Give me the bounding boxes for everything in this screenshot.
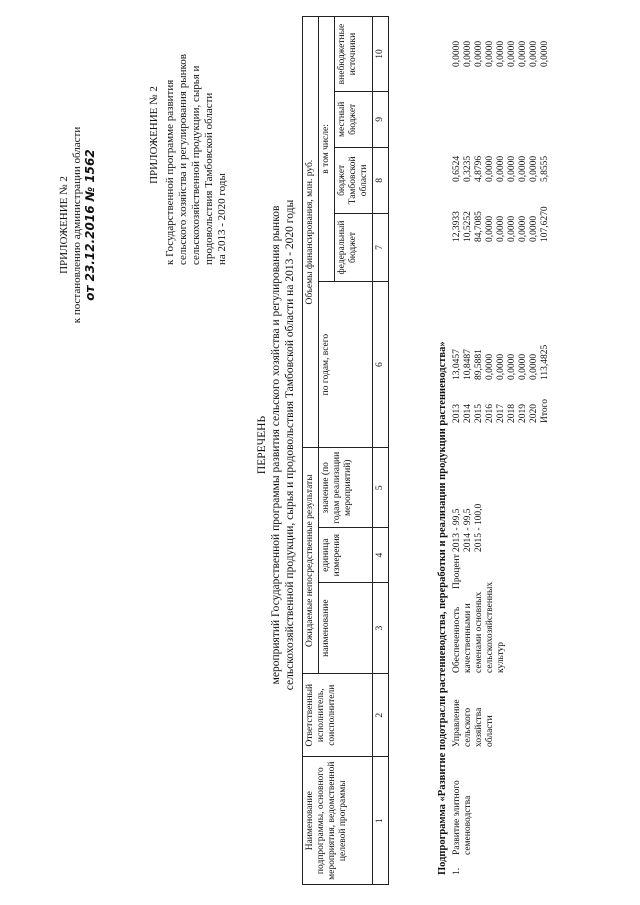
- measures-table: [302, 16, 389, 885]
- column-number: 6: [373, 281, 389, 447]
- row-regional: [452, 187, 551, 242]
- offbudget-cell: 0,0000: [474, 40, 484, 67]
- header-col2: Ответственный исполнитель, соисполнители: [303, 674, 373, 757]
- row-total: [452, 328, 551, 380]
- local-cell: 0,0000: [485, 155, 495, 182]
- header-incl: в том числе:: [319, 17, 335, 282]
- appendix-program-line: на 2013 - 2020 годы: [216, 173, 228, 265]
- row-local: [452, 127, 551, 182]
- column-number: 10: [373, 17, 389, 92]
- offbudget-cell: 0,0000: [529, 40, 539, 67]
- column-number: 4: [373, 528, 389, 583]
- header-finance-group: Объемы финансирования, млн. руб.: [303, 17, 319, 448]
- total-cell: 0,0000: [485, 353, 495, 380]
- document-title-line: мероприятий Государственной программы развития сельского хозяйства и регулирования рынков: [270, 205, 282, 685]
- regional-cell: 0,0000: [507, 215, 517, 242]
- column-number: 1: [373, 757, 389, 885]
- column-number: 2: [373, 674, 389, 757]
- year-cell: 2014: [463, 404, 473, 423]
- row-value: 2013 - 99,5: [452, 508, 462, 552]
- offbudget-cell: 0,0000: [463, 40, 473, 67]
- appendix-decree-block: [58, 35, 97, 415]
- total-cell: 0,0000: [496, 353, 506, 380]
- row-name: Развитие элитного семеноводства: [452, 780, 473, 855]
- row-values: [452, 480, 485, 552]
- local-cell: 0,0000: [507, 155, 517, 182]
- total-cell: 0,0000: [507, 353, 517, 380]
- column-number: 8: [373, 147, 389, 214]
- appendix-program-title: ПРИЛОЖЕНИЕ № 2: [148, 86, 160, 184]
- appendix-decree-line: к постановлению администрации области: [71, 126, 83, 324]
- row-executor: Управление сельского хозяйства области: [452, 699, 495, 747]
- appendix-program-block: [148, 5, 229, 265]
- local-cell: 0,3235: [463, 155, 473, 182]
- header-col9: местный бюджет: [335, 92, 373, 147]
- row-value: 2014 - 99,5: [463, 508, 473, 552]
- column-number: 7: [373, 214, 389, 282]
- year-cell: 2013: [452, 404, 462, 423]
- regional-cell: 107,6270: [540, 206, 550, 242]
- local-cell: 0,0000: [518, 155, 528, 182]
- appendix-program-line: к Государственной программе развития: [164, 79, 176, 265]
- year-cell: Итого: [540, 398, 550, 423]
- document-title: [255, 55, 297, 835]
- local-cell: 0,0000: [496, 155, 506, 182]
- local-cell: 4,8796: [474, 155, 484, 182]
- header-col6: по годам, всего: [319, 281, 373, 447]
- column-number: 9: [373, 92, 389, 147]
- regional-cell: 12,3933: [452, 211, 462, 242]
- row-result-name: Обеспеченность качественными и семенами основных сельскохозяйственных культур: [452, 581, 506, 673]
- regional-cell: 0,0000: [496, 215, 506, 242]
- header-col3: наименование: [319, 583, 373, 674]
- offbudget-cell: 0,0000: [518, 40, 528, 67]
- local-cell: 0,6524: [452, 155, 462, 182]
- column-number: 5: [373, 448, 389, 528]
- handwritten-date-number: от 23.12.2016 № 1562: [83, 149, 97, 301]
- regional-cell: 0,0000: [518, 215, 528, 242]
- year-cell: 2019: [518, 404, 528, 423]
- total-cell: 10,8487: [463, 349, 473, 380]
- offbudget-cell: 0,0000: [507, 40, 517, 67]
- regional-cell: 0,0000: [485, 215, 495, 242]
- appendix-decree-title: ПРИЛОЖЕНИЕ № 2: [58, 176, 70, 274]
- row-unit: Процент: [452, 554, 462, 589]
- local-cell: 0,0000: [529, 155, 539, 182]
- year-cell: 2015: [474, 404, 484, 423]
- offbudget-cell: 0,0000: [496, 40, 506, 67]
- year-cell: 2018: [507, 404, 517, 423]
- document-title-line: сельскохозяйственной продукции, сырья и продовольствия Тамбовской области на 2013 - 2020 годы: [284, 199, 296, 691]
- total-cell: 0,0000: [529, 353, 539, 380]
- appendix-program-line: сельскохозяйственной продукции, сырья и: [190, 65, 202, 265]
- subprogram-title: Подпрограмма «Развитие подотрасли растениеводства, переработки и реализации продукции растениеводства»: [437, 341, 448, 875]
- offbudget-cell: 0,0000: [540, 40, 550, 67]
- offbudget-cell: 0,0000: [485, 40, 495, 67]
- year-cell: 2017: [496, 404, 506, 423]
- offbudget-cell: 0,0000: [452, 40, 462, 67]
- total-cell: 0,0000: [518, 353, 528, 380]
- year-cell: 2016: [485, 404, 495, 423]
- regional-cell: 10,5252: [463, 211, 473, 242]
- header-col4: единица измерения: [319, 528, 373, 583]
- appendix-program-line: сельского хозяйства и регулирования рынков: [177, 54, 189, 265]
- header-results-group: Ожидаемые непосредственные результаты: [303, 448, 319, 674]
- header-col8: бюджет Тамбовской области: [335, 147, 373, 214]
- row-number: 1.: [452, 867, 462, 875]
- total-cell: 113,4825: [540, 344, 550, 380]
- total-cell: 89,5881: [474, 349, 484, 380]
- header-col1: Наименование подпрограммы, основного мероприятия, ведомственной целевой программы: [303, 757, 373, 885]
- row-value: 2015 - 100,0: [474, 503, 484, 552]
- row-offbudget: [452, 17, 551, 67]
- year-cell: 2020: [529, 404, 539, 423]
- header-col5: значение (по годам реализации мероприятий): [319, 448, 373, 528]
- total-cell: 13,0457: [452, 349, 462, 380]
- column-number: 3: [373, 583, 389, 674]
- header-col10: внебюджетные источники: [335, 17, 373, 92]
- regional-cell: 0,0000: [529, 215, 539, 242]
- header-col7: федеральный бюджет: [335, 214, 373, 282]
- local-cell: 5,8555: [540, 155, 550, 182]
- appendix-program-line: продовольствия Тамбовской области: [203, 92, 215, 265]
- regional-cell: 84,7085: [474, 211, 484, 242]
- document-heading: ПЕРЕЧЕНЬ: [256, 415, 268, 475]
